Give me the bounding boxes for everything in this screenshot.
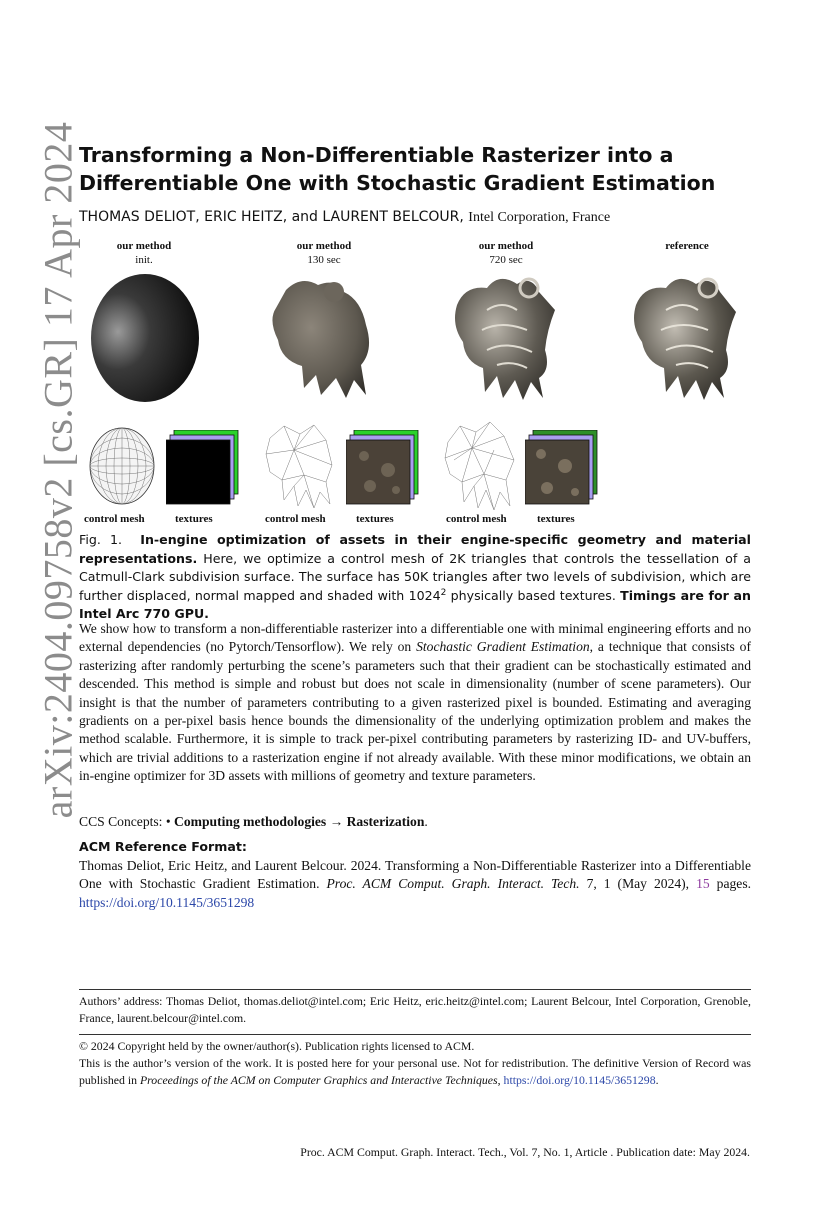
render-reference	[628, 270, 743, 405]
textures-init	[166, 430, 240, 508]
arxiv-stamp: arXiv:2404.09758v2 [cs.GR] 17 Apr 2024	[35, 121, 81, 819]
control-mesh-720sec	[444, 420, 516, 510]
copyright-notice	[79, 1038, 751, 1089]
acm-ref-text-3: pages.	[709, 876, 752, 892]
init-sphere-render	[88, 270, 203, 405]
caption-sup: 2	[440, 587, 447, 598]
abstract	[79, 620, 751, 786]
control-mesh-init	[88, 426, 156, 506]
acm-ref-text-1: Thomas Deliot, Eric Heitz, and Laurent Belcour. 2024. Transforming a Non-Differentiable Rasterizer into a Differentiable One with Stochastic Gradient Estimation.	[79, 858, 751, 892]
abstract-part-2: , a technique that consists of rasterizing after randomly perturbing the scene’s parameters such that their gradient can be stochastically estimated and descended. This method is simple and robust but does not scale in dimensionality (number of scene parameters). Our insight is that the number of parameters contributing to a given rasterized pixel is bounded. Estimating and averaging gradients on a per-pixel basis hence bounds the dimensionality of the underlying optimization problem and makes the method scalable. Furthermore, it is simple to track per-pixel contributing parameters by rasterizing ID- and UV-buffers, which are trivial additions to a rasterization engine if not already available. With these minor modifications, we obtain an in-engine optimizer for 3D assets with millions of geometry and texture parameters.	[79, 639, 751, 784]
fig-label-control-mesh-1: control mesh	[84, 513, 145, 525]
textures-720sec	[525, 430, 599, 508]
abstract-part-1: We show how to transform a non-differentiable rasterizer into a differentiable one with minimal engineering efforts and no external dependencies (no Pytorch/Tensorflow). We rely on	[79, 621, 751, 655]
author-names: THOMAS DELIOT, ERIC HEITZ, and LAURENT BELCOUR,	[79, 209, 464, 225]
fig-col-label-3: our method 720 sec	[478, 240, 534, 266]
author-list	[79, 209, 779, 226]
caption-text-2: physically based textures.	[446, 587, 621, 603]
fig-label-textures-1: textures	[175, 513, 213, 525]
paper-title	[79, 141, 779, 197]
running-footer: Proc. ACM Comput. Graph. Interact. Tech., Vol. 7, No. 1, Article . Publication date: May 2024.	[300, 1145, 750, 1159]
caption-text: Here, we optimize a control mesh of 2K triangles that controls the tessellation of a Catmull-Clark subdivision surface. The surface has 50K triangles after two levels of subdivision, which are further displaced, normal mapped and shaded with 1024	[79, 550, 751, 603]
title-line-1: Transforming a Non-Differentiable Rasterizer into a	[79, 143, 674, 167]
footnote-rule-1	[79, 989, 751, 990]
render-130sec	[266, 270, 381, 405]
ccs-prefix: CCS Concepts: •	[79, 814, 175, 829]
footnote-rule-2	[79, 1034, 751, 1035]
textures-130sec	[346, 430, 420, 508]
acm-ref-pages-link[interactable]: 15	[696, 876, 710, 892]
version-notice: This is the author’s version of the work. It is posted here for your personal use. Not for redistribution. The definitive Version of Record was published in Proceedings of the ACM on Computer Graphics and Interactive Techniques, https://doi.org/10.1145/3651298.	[79, 1056, 751, 1087]
render-720sec	[447, 270, 562, 405]
acm-reference	[79, 857, 751, 912]
fig-col-label-2: our method 130 sec	[296, 240, 352, 266]
figure-caption	[79, 531, 751, 624]
copyright-line: © 2024 Copyright held by the owner/author(s). Publication rights licensed to ACM.	[79, 1039, 475, 1053]
caption-bold: In-engine optimization of assets in their engine-specific geometry and material representations.	[79, 532, 751, 566]
caption-label: Fig. 1.	[79, 532, 122, 547]
fig-col-label-4: reference	[665, 240, 709, 252]
fig-label-control-mesh-3: control mesh	[446, 513, 507, 525]
fig-label-textures-2: textures	[356, 513, 394, 525]
ccs-concepts	[79, 814, 751, 830]
acm-reference-heading: ACM Reference Format:	[79, 839, 247, 854]
acm-ref-venue: Proc. ACM Comput. Graph. Interact. Tech.	[326, 876, 580, 892]
fig-col-label-1: our method init.	[116, 240, 172, 266]
abstract-italic: Stochastic Gradient Estimation	[416, 639, 590, 655]
acm-ref-text-2: 7, 1 (May 2024),	[579, 876, 697, 892]
affiliation: Intel Corporation, France	[468, 210, 611, 225]
caption-bold-2: Timings are for an Intel Arc 770 GPU.	[79, 587, 751, 621]
ccs-suffix: .	[424, 814, 428, 829]
title-line-2: Differentiable One with Stochastic Gradient Estimation	[79, 171, 716, 195]
ccs-bold: Computing methodologies → Rasterization	[174, 814, 425, 829]
control-mesh-130sec	[264, 420, 336, 510]
fig-label-textures-3: textures	[537, 513, 575, 525]
fig-label-control-mesh-2: control mesh	[265, 513, 326, 525]
acm-ref-doi-link[interactable]: https://doi.org/10.1145/3651298	[79, 894, 255, 910]
authors-address: Authors’ address: Thomas Deliot, thomas.deliot@intel.com; Eric Heitz, eric.heitz@intel.com; Laurent Belcour, Intel Corporation, Grenoble, France, laurent.belcour@intel.com.	[79, 994, 751, 1025]
version-venue: Proceedings of the ACM on Computer Graphics and Interactive Techniques	[139, 1073, 498, 1087]
version-doi-link[interactable]: https://doi.org/10.1145/3651298	[503, 1073, 656, 1087]
